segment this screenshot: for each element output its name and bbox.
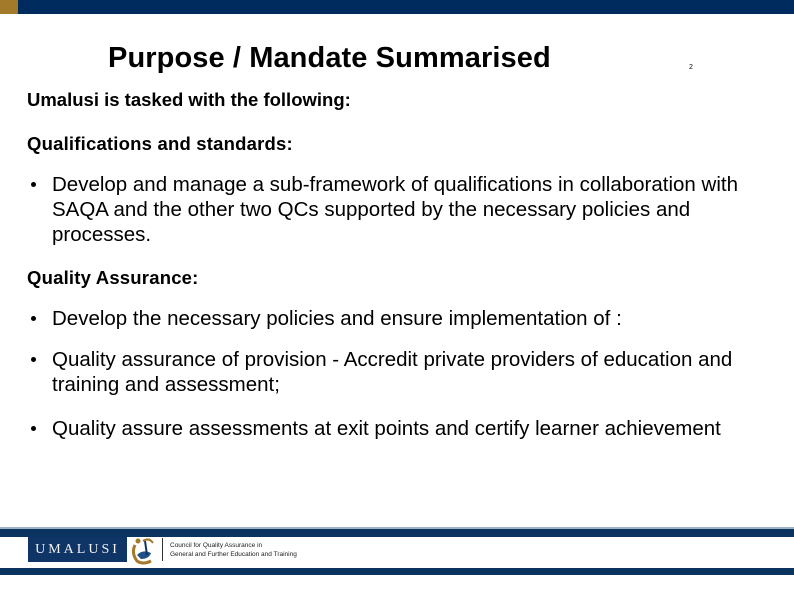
bullet-dot-icon [31,357,36,362]
bullet-text: Quality assurance of provision - Accredit private providers of education and training and assessment; [52,348,733,396]
logo-divider [162,538,163,561]
umalusi-logo [28,537,127,562]
section-heading-quality-assurance: Quality Assurance: [27,267,199,288]
tagline-line-2: General and Further Education and Training [170,551,297,558]
header-band [0,0,794,14]
footer-band-top [0,529,794,537]
slide-title: Purpose / Mandate Summarised [108,42,551,74]
intro-text: Umalusi is tasked with the following: [27,89,351,110]
bullet-dot-icon [31,182,36,187]
umalusi-emblem-icon [129,535,157,565]
section-heading-qualifications: Qualifications and standards: [27,133,293,154]
bullet-item [27,306,767,331]
bullet-dot-icon [31,426,36,431]
bullet-dot-icon [31,316,36,321]
bullet-item [27,172,767,247]
logo-tagline [170,541,297,559]
bullet-item [27,416,767,441]
page-number: 2 [689,64,693,71]
logo-text: UMALUSI [35,541,120,557]
tagline-line-1: Council for Quality Assurance in [170,542,263,549]
bullet-text: Develop the necessary policies and ensure implementation of : [52,307,622,330]
bullet-text: Quality assure assessments at exit points and certify learner achievement [52,417,721,440]
bullet-item [27,347,767,397]
bullet-text: Develop and manage a sub-framework of qualifications in collaboration with SAQA and the other two QCs supported by the necessary policies and processes. [52,173,738,246]
footer-band-bottom [0,568,794,575]
header-gold-accent [0,0,18,14]
